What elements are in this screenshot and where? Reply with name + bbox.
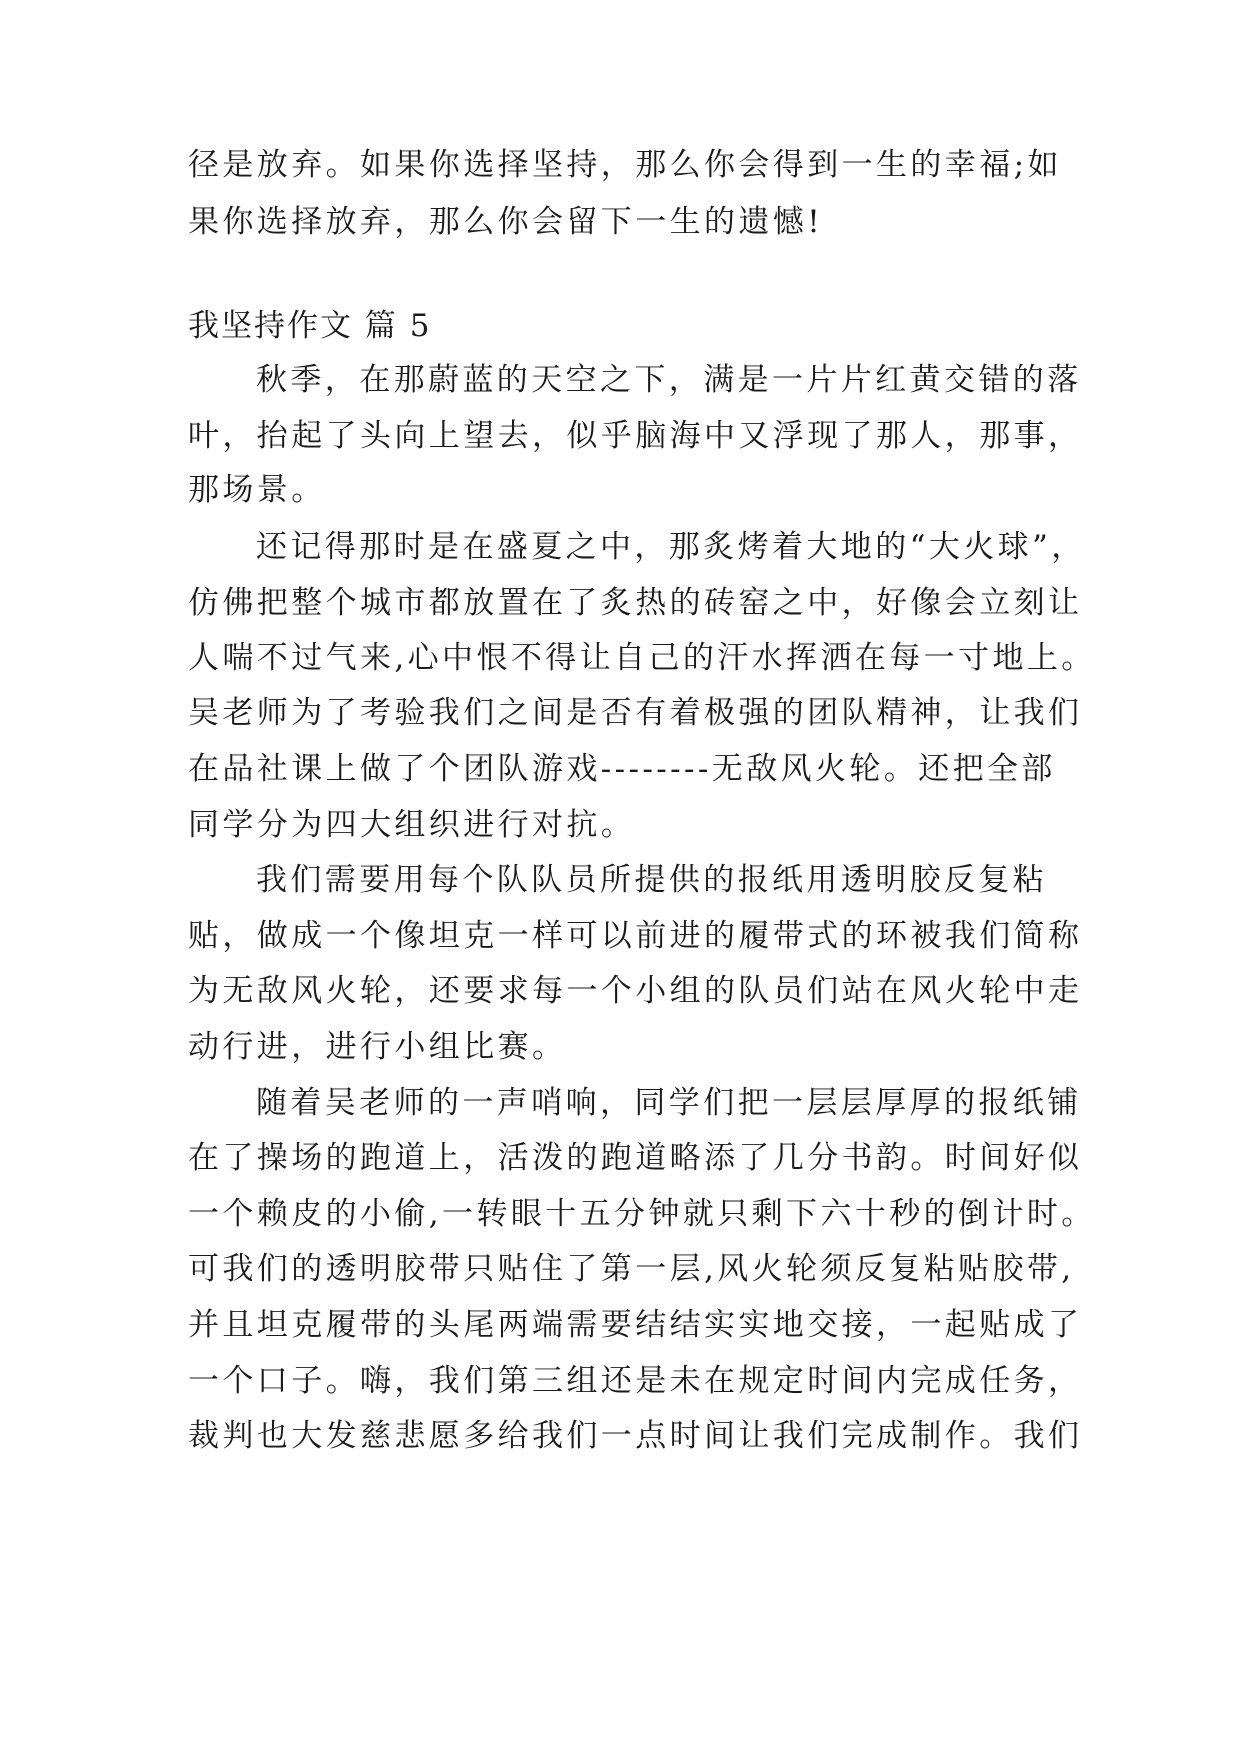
section-title: 我坚持作文 篇 5 [188, 308, 432, 344]
paragraph-2-line-2: 仿佛把整个城市都放置在了炙热的砖窑之中，好像会立刻让 [188, 585, 1083, 621]
paragraph-1-line-1: 秋季，在那蔚蓝的天空之下，满是一片片红黄交错的落 [256, 362, 1082, 398]
paragraph-3-line-3: 为无敌风火轮，还要求每一个小组的队员们站在风火轮中走 [188, 973, 1083, 1009]
paragraph-4-line-5: 并且坦克履带的头尾两端需要结结实实地交接，一起贴成了 [188, 1307, 1083, 1343]
paragraph-3-line-1: 我们需要用每个队队员所提供的报纸用透明胶反复粘 [256, 862, 1048, 898]
paragraph-4-line-1: 随着吴老师的一声哨响，同学们把一层层厚厚的报纸铺 [256, 1085, 1082, 1121]
paragraph-3-line-2: 贴，做成一个像坦克一样可以前进的履带式的环被我们简称 [188, 918, 1083, 954]
paragraph-4-line-2: 在了操场的跑道上，活泼的跑道略添了几分书韵。时间好似 [188, 1140, 1083, 1176]
paragraph-4-line-6: 一个口子。嗨，我们第三组还是未在规定时间内完成任务， [188, 1363, 1083, 1399]
paragraph-1-line-3: 那场景。 [188, 472, 326, 508]
paragraph-2-line-1: 还记得那时是在盛夏之中，那炙烤着大地的“大火球”， [256, 529, 1086, 565]
intro-line-1: 径是放弃。如果你选择坚持，那么你会得到一生的幸福;如 [188, 147, 1062, 183]
paragraph-3-line-4: 动行进，进行小组比赛。 [188, 1029, 567, 1065]
paragraph-2-line-5: 在品社课上做了个团队游戏--------无敌风火轮。还把全部 [188, 751, 1056, 787]
paragraph-2-line-4: 吴老师为了考验我们之间是否有着极强的团队精神，让我们 [188, 695, 1083, 731]
paragraph-2-line-6: 同学分为四大组织进行对抗。 [188, 807, 636, 843]
paragraph-4-line-3: 一个赖皮的小偷,一转眼十五分钟就只剩下六十秒的倒计时。 [188, 1196, 1096, 1232]
paragraph-1-line-2: 叶，抬起了头向上望去，似乎脑海中又浮现了那人，那事， [188, 418, 1083, 454]
paragraph-2-line-3: 人喘不过气来,心中恨不得让自己的汗水挥洒在每一寸地上。 [188, 640, 1096, 676]
paragraph-4-line-7: 裁判也大发慈悲愿多给我们一点时间让我们完成制作。我们 [188, 1418, 1083, 1454]
intro-line-2: 果你选择放弃，那么你会留下一生的遗憾! [188, 204, 824, 240]
paragraph-4-line-4: 可我们的透明胶带只贴住了第一层,风火轮须反复粘贴胶带, [188, 1251, 1075, 1287]
